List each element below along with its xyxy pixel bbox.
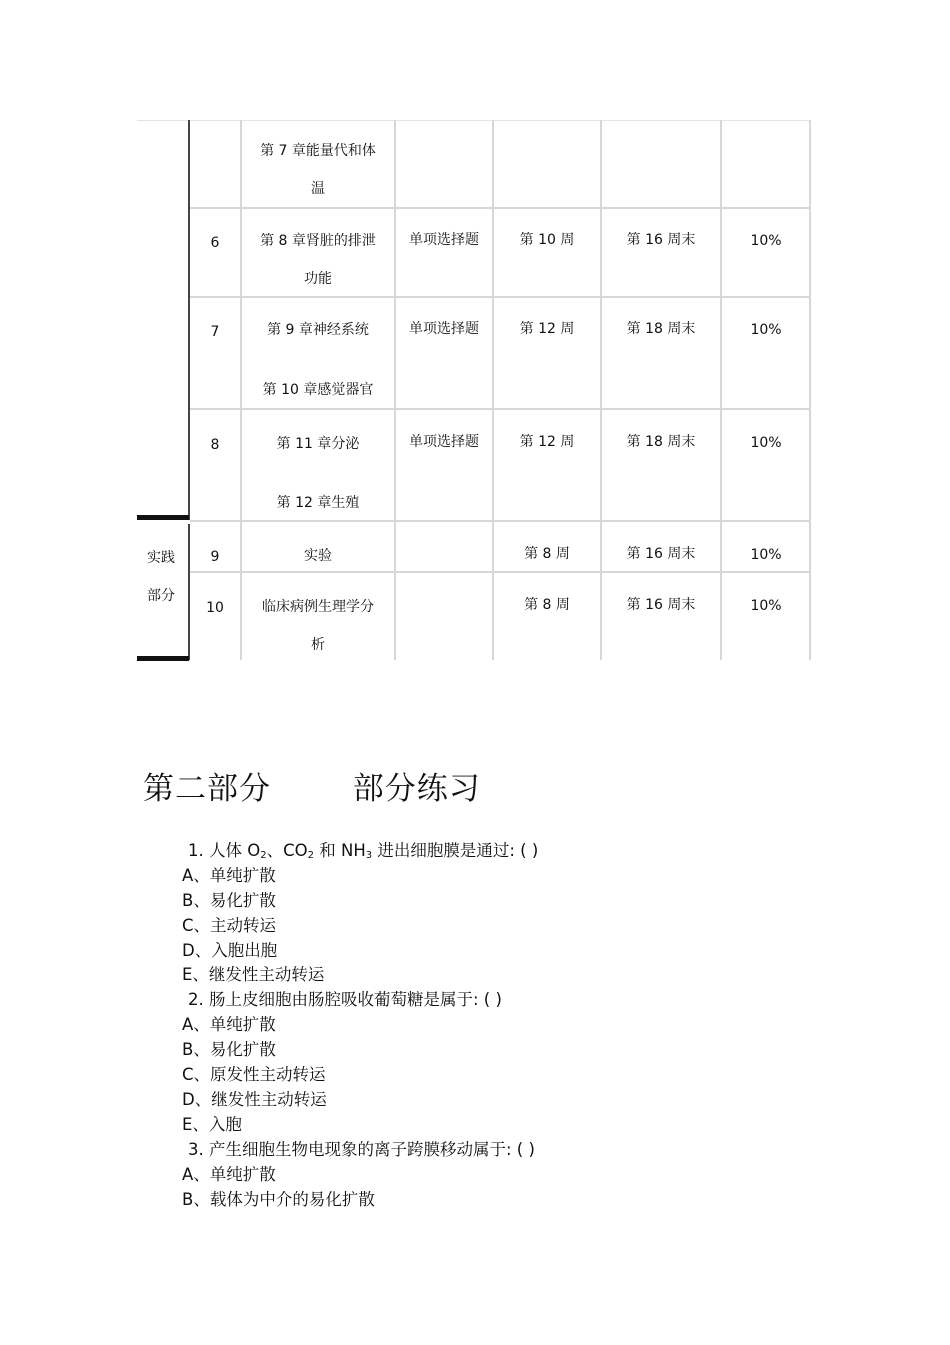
open-week: 第 8 周 <box>524 546 570 562</box>
due-week: 第 16 周末 <box>626 546 696 562</box>
stem-text: 进出细胞膜是通过: ( ) <box>372 841 539 860</box>
open-week: 第 10 周 <box>519 232 575 248</box>
open-week: 第 8 周 <box>524 597 570 613</box>
row-divider <box>190 207 810 209</box>
chapter-cell: 温 <box>311 181 325 197</box>
answer-option: D、继发性主动转运 <box>182 1090 327 1109</box>
weight: 10% <box>750 598 782 614</box>
col-divider <box>492 120 494 660</box>
chapter-cell: 第 12 章生殖 <box>276 495 360 511</box>
question-stem: 2. 肠上皮细胞由肠腔吸收葡萄糖是属于: ( ) <box>188 990 502 1009</box>
answer-option: A、单纯扩散 <box>182 866 276 885</box>
section-title-text: 部分练习 <box>352 771 481 807</box>
row-number: 9 <box>210 549 220 565</box>
due-week: 第 18 周末 <box>626 321 696 337</box>
col-divider <box>394 120 396 660</box>
answer-option: E、入胞 <box>182 1115 242 1134</box>
col-divider <box>188 120 190 520</box>
stem-text: 、CO <box>266 841 308 860</box>
col-divider <box>720 120 722 660</box>
question-stem: 3. 产生细胞生物电现象的离子跨膜移动属于: ( ) <box>188 1140 535 1159</box>
row-number: 8 <box>210 437 220 453</box>
answer-option: E、继发性主动转运 <box>182 965 325 984</box>
answer-option: A、单纯扩散 <box>182 1015 276 1034</box>
question-type: 单项选择题 <box>409 434 479 450</box>
weight: 10% <box>750 547 782 563</box>
section-rule <box>137 515 189 520</box>
section-part: 第二部分 <box>143 771 271 807</box>
due-week: 第 16 周末 <box>626 232 696 248</box>
due-week: 第 18 周末 <box>626 434 696 450</box>
open-week: 第 12 周 <box>519 434 575 450</box>
row-divider <box>190 408 810 410</box>
chapter-cell: 功能 <box>304 271 332 287</box>
col-divider <box>188 524 190 660</box>
answer-option: B、易化扩散 <box>182 1040 276 1059</box>
row-divider <box>190 296 810 298</box>
row-divider <box>190 520 810 522</box>
chapter-cell: 第 10 章感觉器官 <box>262 382 374 398</box>
row-number: 6 <box>210 235 220 251</box>
stem-text: 和 NH <box>314 841 366 860</box>
assessment-table <box>0 0 950 670</box>
answer-option: C、原发性主动转运 <box>182 1065 326 1084</box>
answer-option: D、入胞出胞 <box>182 941 278 960</box>
row-number: 7 <box>210 324 220 340</box>
col-divider <box>600 120 602 660</box>
subscript: 2 <box>260 850 267 861</box>
due-week: 第 16 周末 <box>626 597 696 613</box>
side-label: 实践 <box>147 550 175 566</box>
weight: 10% <box>750 233 782 249</box>
answer-option: C、主动转运 <box>182 916 277 935</box>
chapter-cell: 第 11 章分泌 <box>276 436 360 452</box>
side-label: 部分 <box>147 588 175 604</box>
question-type: 单项选择题 <box>409 321 479 337</box>
section-rule <box>137 656 189 661</box>
chapter-cell: 实验 <box>304 548 332 564</box>
weight: 10% <box>750 322 782 338</box>
chapter-cell: 析 <box>311 637 325 653</box>
answer-option: B、载体为中介的易化扩散 <box>182 1190 375 1209</box>
chapter-cell: 第 9 章神经系统 <box>267 322 369 338</box>
chapter-cell: 第 7 章能量代和体 <box>260 143 376 159</box>
weight: 10% <box>750 435 782 451</box>
section-heading <box>143 763 481 808</box>
answer-option: A、单纯扩散 <box>182 1165 276 1184</box>
row-divider <box>190 571 810 573</box>
col-divider <box>809 120 811 660</box>
table-border-top <box>137 120 810 121</box>
answer-option: B、易化扩散 <box>182 891 276 910</box>
subscript: 3 <box>365 850 373 861</box>
question-stem <box>188 843 538 861</box>
open-week: 第 12 周 <box>519 321 575 337</box>
subscript: 2 <box>307 850 314 861</box>
chapter-cell: 临床病例生理学分 <box>262 599 374 615</box>
row-number: 10 <box>206 600 224 616</box>
stem-text: 1. 人体 O <box>188 841 261 860</box>
question-type: 单项选择题 <box>409 232 479 248</box>
chapter-cell: 第 8 章肾脏的排泄 <box>260 233 376 249</box>
